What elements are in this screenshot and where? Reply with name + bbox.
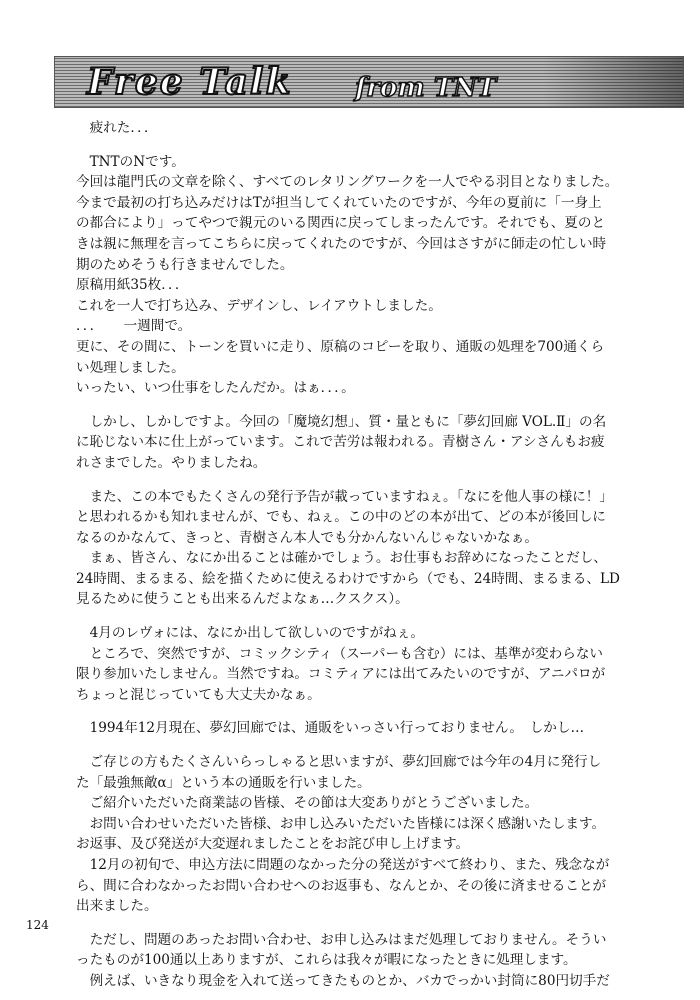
text-line: れさまでした。やりましたね。 [76,454,267,471]
paragraph-gap [76,139,662,152]
paragraph [76,718,662,739]
text-line: た「最強無敵α」という本の通販を行いました。 [76,774,371,791]
text-line: これを一人で打ち込み、デザインし、レイアウトしました。 [76,297,442,314]
text-line: TNTのNです。 [76,153,185,170]
text-line: また、この本でもたくさんの発行予告が載っていますねぇ。「なにを他人事の様に！」 [76,488,613,505]
text-line: 疲れた．．． [76,120,158,136]
text-line: お返事、及び発送が大変遅れましたことをお詫び申し上げます。 [76,836,470,853]
text-line: 期のためそうも行きませんでした。 [76,256,294,273]
free-talk-header [54,56,684,108]
text-line: なるのかなんて、きっと、青樹さん本人でも分かんないんじゃないかなぁ。 [76,529,538,546]
text-line: いったい、いつ仕事をしたんだか。はぁ．．．。 [76,380,355,397]
text-line: の都合により」ってやつで親元のいる関西に戻ってしまったんです。それでも、夏のと [76,215,606,232]
paragraph-gap [76,474,662,487]
paragraph-gap [76,399,662,412]
text-line: と思われるかも知れませんが、でも、ねぇ。この中のどの本が出て、どの本が後回しに [76,509,606,526]
paragraph [76,623,662,705]
text-line: 出来ました。 [76,898,158,915]
text-line: 今まで最初の打ち込みだけはTが担当してくれていたのですが、今年の夏前に「一身上 [76,194,602,211]
text-line: 原稿用紙35枚．．． [76,277,189,294]
text-line: 更に、その間に、トーンを買いに走り、原稿のコピーを取り、通販の処理を700通くら [76,338,605,355]
article-body [76,118,662,992]
paragraph-gap [76,917,662,930]
text-line: 4月のレヴォには、なにか出して欲しいのですがねぇ。 [76,625,424,642]
text-line: ご存じの方もたくさんいらっしゃると思いますが、夢幻回廊では今年の4月に発行し [76,754,602,771]
header-subtitle: from TNT [355,73,497,103]
header-title: Free Talk [87,61,293,103]
text-line: ら、間に合わなかったお問い合わせへのお返事も、なんとか、その後に済ませることが [76,877,607,894]
text-line: 今回は龍門氏の文章を除く、すべてのレタリングワークを一人でやる羽目となりました。 [76,174,619,191]
paragraph-gap [76,610,662,623]
text-line: まぁ、皆さん、なにか出ることは確かでしょう。お仕事もお辞めになったことだし、 [76,550,607,567]
text-line: い処理しました。 [76,359,185,376]
text-line: しかし、しかしですよ。今回の「魔境幻想」、質・量ともに「夢幻回廊 VOL.Ⅱ」の名 [76,413,607,430]
text-line: ただし、問題のあったお問い合わせ、お申し込みはまだ処理しておりません。そうい [76,931,607,948]
text-line: に恥じない本に仕上がっています。これで苦労は報われる。青樹さん・アシさんもお疲 [76,434,605,451]
paragraph [76,412,662,474]
text-line: 限り参加いたしません。当然ですね。コミティアには出てみたいのですが、アニパロが [76,666,606,683]
text-line: ちょっと混じっていても大丈夫かなぁ。 [76,686,321,703]
text-line: ご紹介いただいた商業誌の皆様、その節は大変ありがとうございました。 [76,795,539,812]
paragraph [76,487,662,611]
paragraph [76,752,662,917]
text-line: ．．． 一週間で。 [76,318,192,335]
paragraph [76,118,662,139]
page-number: 124 [26,918,49,932]
text-line: 12月の初旬で、申込方法に問題のなかった分の発送がすべて終わり、また、残念なが [76,857,610,873]
text-line: ったものが100通以上ありますが、これらは我々が暇になったときに処理します。 [76,952,577,969]
text-line: ところで、突然ですが、コミックシティ（スーパーも含む）には、基準が変わらない [76,645,604,662]
text-line: きは親に無理を言ってこちらに戻ってくれたのですが、今回はさすがに師走の忙しい時 [76,235,607,252]
paragraph-gap [76,739,662,752]
text-line: 1994年12月現在、夢幻回廊では、通販をいっさい行っておりません。 しかし… [76,720,585,737]
paragraph [76,152,662,399]
paragraph-gap [76,705,662,718]
text-line: 例えば、いきなり現金を入れて送ってきたものとか、バカでっかい封筒に80円切手だ [76,972,610,989]
paragraph [76,930,662,992]
text-line: 見るために使うことも出来るんだよなぁ…クスクス）。 [76,591,409,608]
text-line: お問い合わせいただいた皆様、お申し込みいただいた皆様には深く感謝いたします。 [76,815,606,832]
text-line: 24時間、まるまる、絵を描くために使えるわけですから（でも、24時間、まるまる、LD [76,570,620,587]
